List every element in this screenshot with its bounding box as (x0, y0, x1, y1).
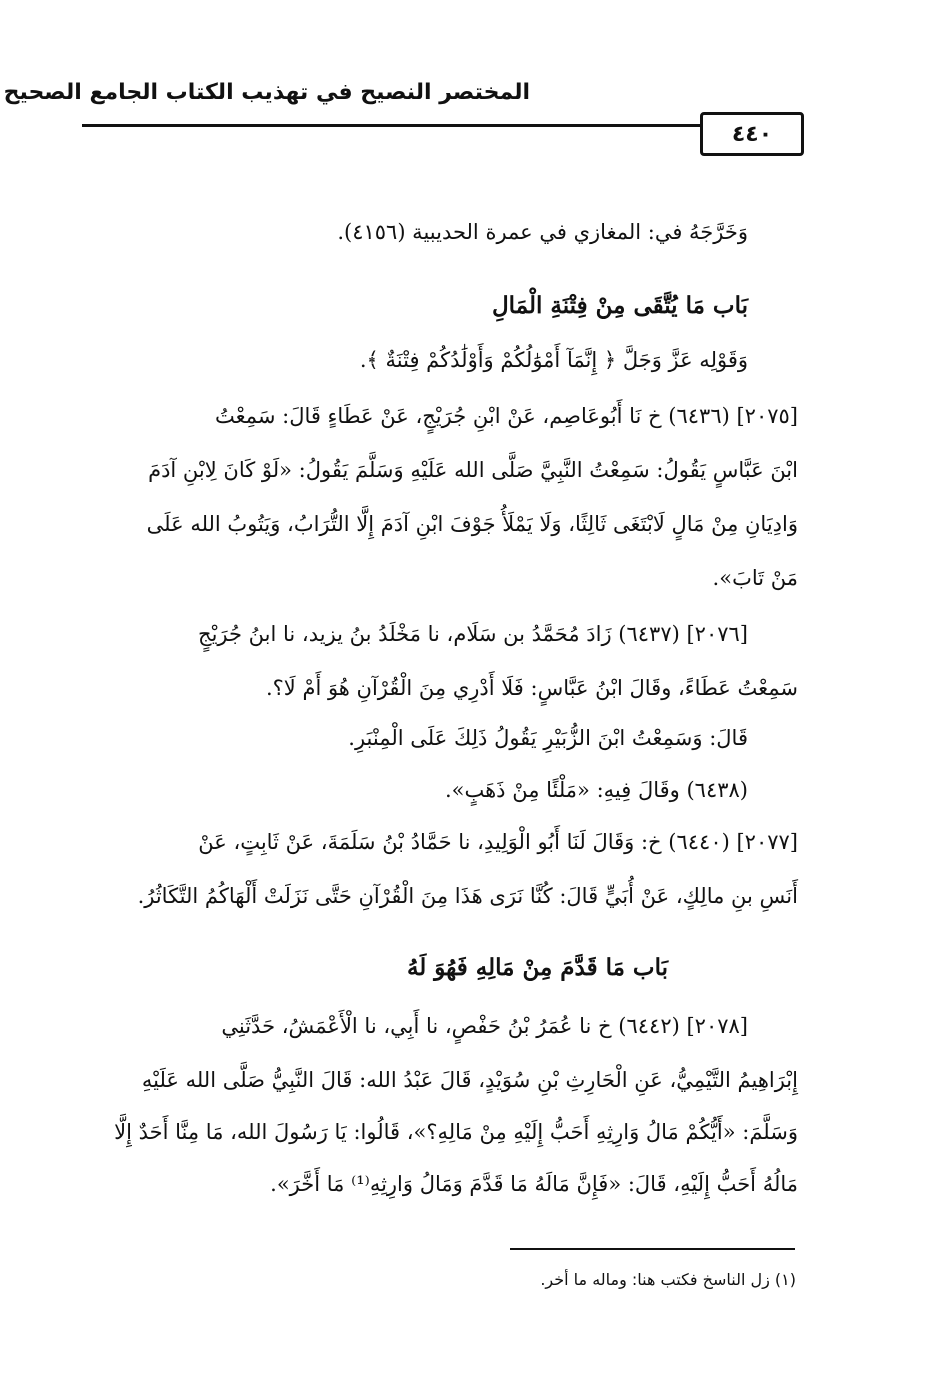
hadith-line: إِبْرَاهِيمُ التَّيْمِيُّ، عَنِ الْحَارِثِ بْنِ سُوَيْدٍ، قَالَ عَبْدُ الله: قَالَ النَّبِيُّ صَلَّى الله عَلَيْهِ (141, 1068, 798, 1092)
text-line: وَخَرَّجَهُ في: المغازي في عمرة الحديبية (٤١٥٦). (337, 220, 748, 244)
hadith-line: سَمِعْتُ عَطَاءً، وقَالَ ابْنُ عَبَّاسٍ: فَلَا أَدْرِي مِنَ الْقُرْآنِ هُوَ أَمْ لَا؟. (265, 676, 798, 700)
hadith-line: [٢٠٧٧] (٦٤٤٠) خ: وَقَالَ لَنَا أَبُو الْوَلِيدِ، نا حَمَّادُ بْنُ سَلَمَةَ، عَنْ ثَابِتٍ، عَنْ (198, 830, 798, 854)
chapter-heading: بَاب مَا قَدَّمَ مِنْ مَالِهِ فَهُوَ لَهُ (406, 954, 668, 981)
hadith-line: وَادِيَانِ مِنْ مَالٍ لَابْتَغَى ثَالِثًا، وَلَا يَمْلَأُ جَوْفَ ابْنِ آدَمَ إِلَّا التُّرَابُ، وَيَتُوبُ الله عَلَى (146, 512, 798, 536)
text-line: وَقَوْلِه عَزَّ وَجَلَّ ﴿ إِنَّمَآ أَمْوَٰلُكُمْ وَأَوْلَٰدُكُمْ فِتْنَةٌ ﴾. (359, 348, 748, 372)
footnote-rule (510, 1248, 795, 1250)
page-number: ٤٤٠ (700, 112, 804, 156)
hadith-line: وَسَلَّمَ: «أَيُّكُمْ مَالُ وَارِثِهِ أَحَبُّ إِلَيْهِ مِنْ مَالِهِ؟»، قَالُوا: يَا رَسُولَ الله، مَا مِنَّا أَحَدٌ إِلَّا (114, 1120, 798, 1144)
hadith-line: قَالَ: وَسَمِعْتُ ابْنَ الزُّبَيْرِ يَقُولُ ذَلِكَ عَلَى الْمِنْبَرِ. (348, 726, 748, 750)
hadith-line: (٦٤٣٨) وقَالَ فِيهِ: «مَلْئًا مِنْ ذَهَبٍ». (444, 778, 748, 802)
hadith-line: [٢٠٧٥] (٦٤٣٦) خ نَا أَبُوعَاصِم، عَنْ ابْنِ جُرَيْجٍ، عَنْ عَطَاءٍ قَالَ: سَمِعْتُ (214, 404, 798, 428)
hadith-line: ابْنَ عَبَّاسٍ يَقُولُ: سَمِعْتُ النَّبِيَّ صَلَّى الله عَلَيْهِ وَسَلَّمَ يَقُولُ: «لَوْ كَانَ لِابْنِ آدَمَ (148, 458, 798, 482)
hadith-line: مَالُهُ أَحَبُّ إِلَيْهِ، قَالَ: «فَإِنَّ مَالَهُ مَا قَدَّمَ وَمَالُ وَارِثِهِ⁽¹⁾ مَا أَخَّرَ». (270, 1172, 798, 1196)
footnote: (١) زل الناسخ فكتب هنا: وماله ما أخر. (540, 1270, 796, 1289)
hadith-line: مَنْ تَابَ». (712, 566, 798, 590)
hadith-line: [٢٠٧٨] (٦٤٤٢) خ نا عُمَرُ بْنُ حَفْصٍ، نا أَبِي، نا الْأَعْمَشُ، حَدَّثَنِي (221, 1014, 748, 1038)
header-rule (82, 124, 700, 127)
hadith-line: أَنَسِ بنِ مالِكٍ، عَنْ أُبَيٍّ قَالَ: كُنَّا نَرَى هَذَا مِنَ الْقُرْآنِ حَتَّى نَزَلَتْ أَلْهَاكُمُ التَّكَاثُرُ. (137, 884, 798, 908)
running-title: المختصر النصيح في تهذيب الكتاب الجامع الصحيح (3, 80, 530, 105)
hadith-line: [٢٠٧٦] (٦٤٣٧) زَادَ مُحَمَّدُ بن سَلَام، نا مَخْلَدُ بنُ يزيد، نا ابنُ جُرَيْجٍ (198, 622, 748, 646)
chapter-heading: بَاب مَا يُتَّقَى مِنْ فِتْنَةِ الْمَالِ (491, 292, 748, 319)
